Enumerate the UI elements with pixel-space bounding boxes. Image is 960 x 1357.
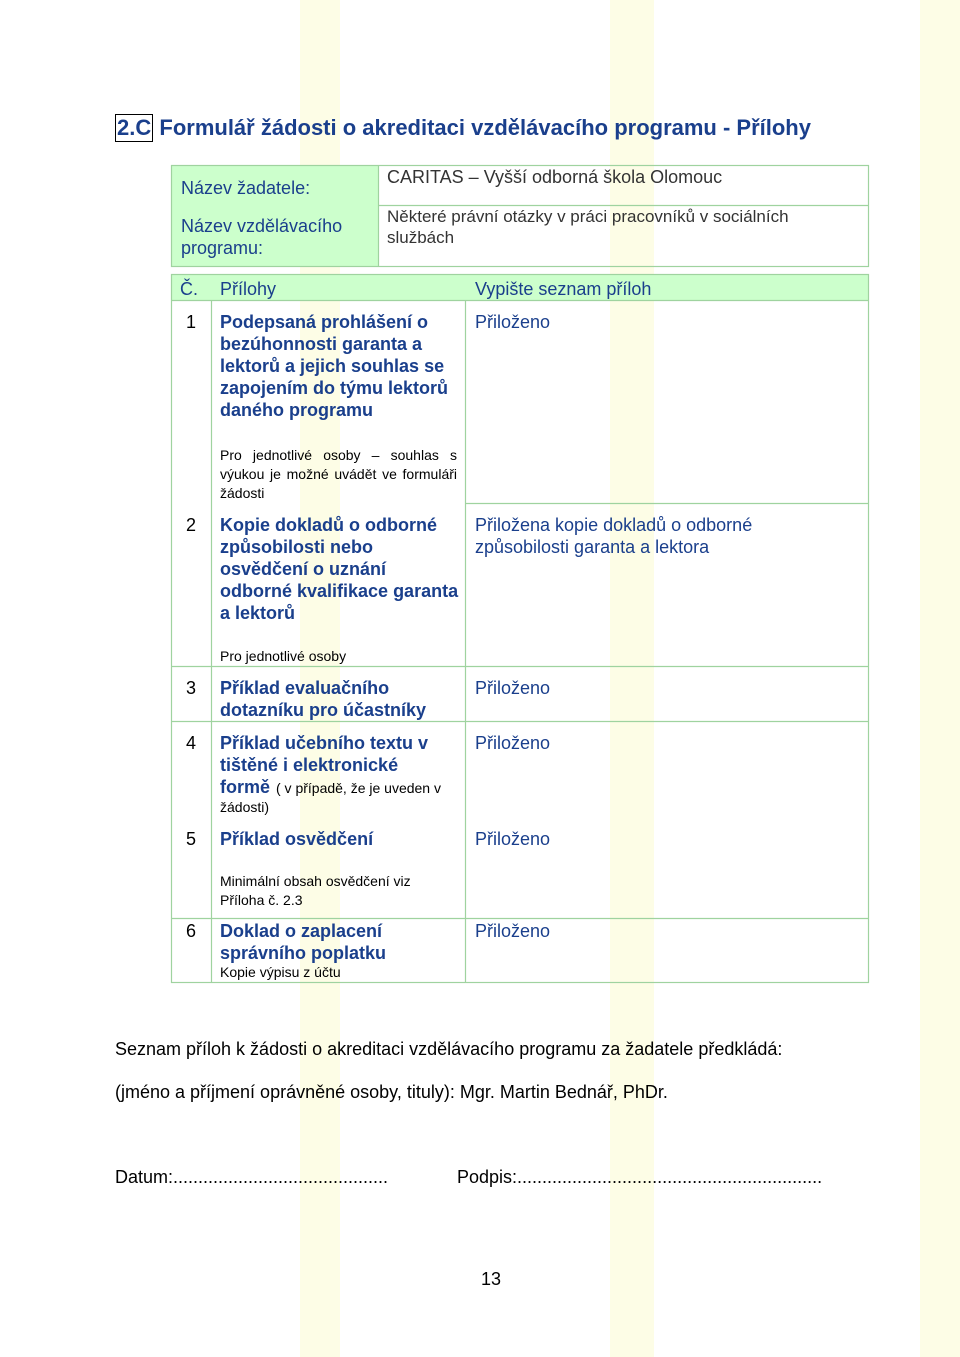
row-3-number: 3 xyxy=(186,678,197,698)
row-6-number: 6 xyxy=(186,921,197,941)
row-6-title: Doklad o zaplacení správního poplatku xyxy=(220,921,387,963)
row-2-value: Přiložena kopie dokladů o odborné způsobilosti garanta a lektora xyxy=(475,515,753,557)
row-2-note: Pro jednotlivé osoby xyxy=(220,648,347,664)
row-4-title: Příklad učebního textu v tištěné i elektronické formě xyxy=(220,733,429,797)
row-4-value: Přiloženo xyxy=(475,733,551,753)
row-2-title: Kopie dokladů o odborné způsobilosti nebo osvědčení o uznání odborné kvalifikace garanta a lektorů xyxy=(220,515,459,623)
page-number: 13 xyxy=(481,1269,502,1289)
authorized-person: (jméno a příjmení oprávněné osoby, tituly): Mgr. Martin Bednář, PhDr. xyxy=(115,1082,668,1102)
column-list-header: Vypište seznam příloh xyxy=(475,279,652,299)
program-value: Některé právní otázky v práci pracovníků v sociálních službách xyxy=(387,207,789,247)
program-label: Název vzdělávacího programu: xyxy=(181,216,343,258)
row-3-value: Přiloženo xyxy=(475,678,551,698)
row-6-value: Přiloženo xyxy=(475,921,551,941)
submission-statement: Seznam příloh k žádosti o akreditaci vzdělávacího programu za žadatele předkládá: xyxy=(115,1039,783,1059)
column-number-header: Č. xyxy=(180,279,198,299)
row-1-title: Podepsaná prohlášení o bezúhonnosti garanta a lektorů a jejich souhlas se zapojením do týmu lektorů daného programu xyxy=(220,312,449,420)
heading-title: Formulář žádosti o akreditaci vzdělávacího programu - Přílohy xyxy=(159,115,811,140)
signature-field: Podpis:............................................................. xyxy=(457,1167,823,1187)
row-6-note: Kopie výpisu z účtu xyxy=(220,964,341,980)
row-5-note: Minimální obsah osvědčení viz Příloha č. 2.3 xyxy=(220,873,411,908)
row-1-value: Přiloženo xyxy=(475,312,551,332)
row-3-title: Příklad evaluačního dotazníku pro účastníky xyxy=(220,678,427,720)
page-heading xyxy=(115,114,811,142)
row-5-number: 5 xyxy=(186,829,197,849)
row-1-note: Pro jednotlivé osoby – souhlas s výukou je možné uvádět ve formuláři žádosti xyxy=(220,447,457,501)
row-5-title: Příklad osvědčení xyxy=(220,829,374,849)
row-2-number: 2 xyxy=(186,515,197,535)
row-4-note: ( v případě, že je uveden v žádosti) xyxy=(220,780,441,815)
applicant-value: CARITAS – Vyšší odborná škola Olomouc xyxy=(387,167,723,187)
applicant-label: Název žadatele: xyxy=(181,178,311,198)
heading-code: 2.C xyxy=(117,115,152,140)
date-field: Datum:........................................... xyxy=(115,1167,389,1187)
column-name-header: Přílohy xyxy=(220,279,277,299)
row-1-number: 1 xyxy=(186,312,197,332)
row-4-number: 4 xyxy=(186,733,197,753)
row-5-value: Přiloženo xyxy=(475,829,551,849)
